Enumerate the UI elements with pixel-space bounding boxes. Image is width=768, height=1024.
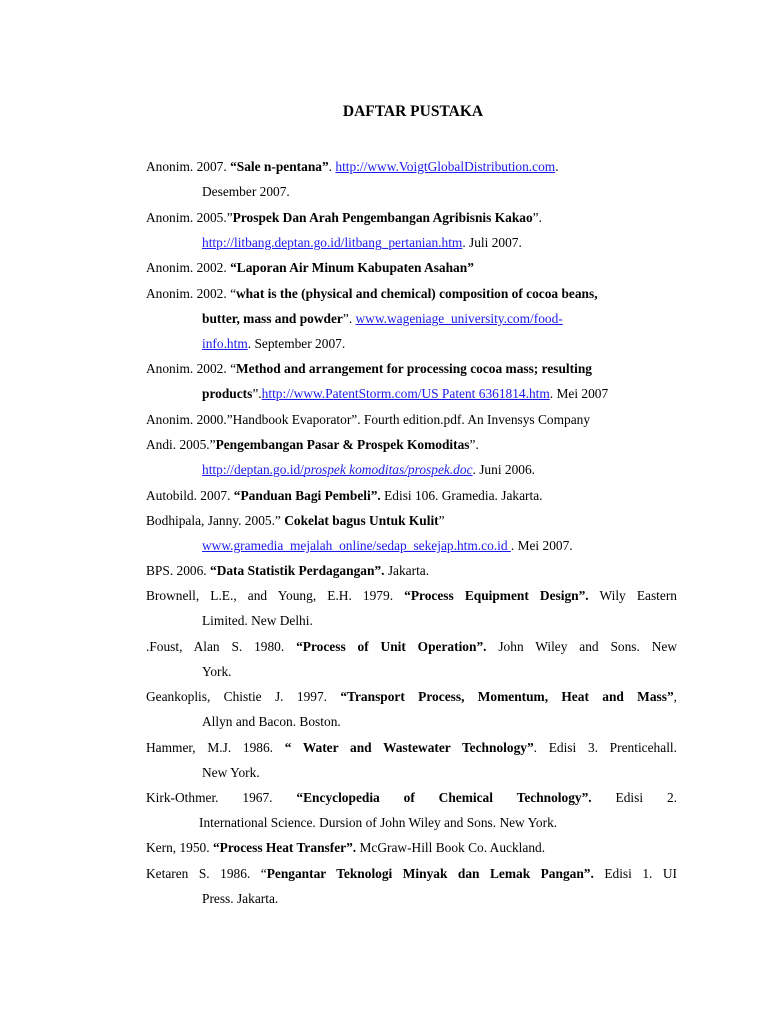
reference-title: “Encyclopedia of Chemical Technology”.	[296, 790, 592, 805]
reference-text: Anonim. 2000.”Handbook Evaporator”. Fourth edition.pdf. An Invensys Company	[146, 412, 591, 427]
reference-line	[146, 487, 543, 504]
reference-line	[146, 285, 598, 302]
page-title: DAFTAR PUSTAKA	[342, 103, 484, 120]
reference-title: Method and arrangement for processing cocoa mass; resulting	[236, 361, 592, 376]
reference-text: ”.	[342, 311, 356, 326]
reference-text: ”.	[252, 386, 262, 401]
reference-title: Pengembangan Pasar & Prospek Komoditas	[215, 437, 470, 452]
reference-link-part: http://deptan.go.id/	[202, 462, 304, 477]
reference-text: Anonim. 2002.	[146, 260, 231, 275]
reference-line	[202, 612, 313, 629]
reference-link[interactable]: www.wageniage_university.com/food-	[355, 311, 563, 326]
reference-line	[146, 411, 590, 428]
reference-text: Press. Jakarta.	[202, 891, 279, 906]
reference-text: Desember 2007.	[202, 184, 290, 199]
reference-title: “ Water and Wastewater Technology”	[284, 740, 534, 755]
reference-text: . Mei 2007	[549, 386, 609, 401]
reference-link[interactable]	[202, 462, 473, 477]
reference-text: Hammer, M.J. 1986.	[146, 740, 285, 755]
reference-title: butter, mass and powder	[202, 311, 343, 326]
reference-line	[202, 234, 522, 251]
reference-text: Autobild. 2007.	[146, 488, 234, 503]
reference-text: Anonim. 2002. “	[146, 361, 237, 376]
reference-line	[146, 158, 559, 175]
reference-line	[202, 890, 278, 907]
reference-line	[146, 865, 677, 882]
reference-text: Wily Eastern	[588, 588, 677, 603]
reference-line	[202, 335, 345, 352]
reference-text: ,	[673, 689, 677, 704]
reference-text: Edisi 106. Gramedia. Jakarta.	[380, 488, 543, 503]
reference-title: products	[202, 386, 253, 401]
reference-title: “Panduan Bagi Pembeli”.	[233, 488, 381, 503]
reference-text: Limited. New Delhi.	[202, 613, 313, 628]
reference-text: . September 2007.	[247, 336, 346, 351]
reference-text: ”.	[532, 210, 542, 225]
reference-text: McGraw-Hill Book Co. Auckland.	[356, 840, 546, 855]
reference-link-part: prospek komoditas/prospek.doc	[303, 462, 473, 477]
reference-title: “Transport Process, Momentum, Heat and Mass”	[340, 689, 674, 704]
reference-text: Andi. 2005.”	[146, 437, 216, 452]
reference-text: . Juli 2007.	[462, 235, 522, 250]
reference-text: New York.	[202, 765, 260, 780]
reference-line	[146, 259, 474, 276]
reference-text: .Foust, Alan S. 1980.	[146, 639, 297, 654]
reference-text: International Science. Dursion of John Wiley and Sons. New York.	[199, 815, 558, 830]
reference-title: “Process Equipment Design”.	[404, 588, 589, 603]
reference-text: . Mei 2007.	[510, 538, 573, 553]
reference-link[interactable]: http://www.VoigtGlobalDistribution.com	[335, 159, 556, 174]
reference-text: Anonim. 2007.	[146, 159, 231, 174]
reference-text: Allyn and Bacon. Boston.	[202, 714, 341, 729]
reference-line	[202, 385, 608, 402]
reference-title: “Process Heat Transfer”.	[212, 840, 357, 855]
reference-line	[202, 461, 535, 478]
reference-line	[146, 562, 429, 579]
reference-line	[146, 739, 677, 756]
reference-link[interactable]: www.gramedia_mejalah_online/sedap_sekejap.htm.co.id	[202, 538, 511, 553]
reference-line	[146, 688, 677, 705]
reference-line	[146, 587, 677, 604]
reference-title: Cokelat bagus Untuk Kulit	[284, 513, 439, 528]
reference-line	[202, 310, 563, 327]
reference-line	[146, 436, 479, 453]
reference-text: .	[555, 159, 559, 174]
reference-line	[202, 764, 260, 781]
reference-line	[146, 839, 545, 856]
reference-line	[202, 713, 341, 730]
reference-text: Kern, 1950.	[146, 840, 213, 855]
reference-text: . Juni 2006.	[472, 462, 536, 477]
reference-line	[146, 209, 542, 226]
reference-text: ”.	[469, 437, 479, 452]
reference-text: Anonim. 2005.”	[146, 210, 233, 225]
reference-text: Edisi 1. UI	[593, 866, 677, 881]
reference-text: Kirk-Othmer. 1967.	[146, 790, 297, 805]
reference-line	[199, 814, 557, 831]
reference-text: . Edisi 3. Prenticehall.	[533, 740, 677, 755]
reference-title: Pengantar Teknologi Minyak dan Lemak Pangan”.	[266, 866, 594, 881]
reference-text: Jakarta.	[384, 563, 430, 578]
reference-line	[202, 663, 232, 680]
reference-title: Prospek Dan Arah Pengembangan Agribisnis Kakao	[232, 210, 533, 225]
reference-line	[146, 360, 592, 377]
reference-line	[146, 512, 445, 529]
reference-link[interactable]: info.htm	[202, 336, 248, 351]
reference-text: .	[328, 159, 336, 174]
reference-text: Geankoplis, Chistie J. 1997.	[146, 689, 341, 704]
reference-title: “Sale n-pentana”	[230, 159, 329, 174]
reference-text: Ketaren S. 1986. “	[146, 866, 267, 881]
reference-line	[146, 789, 677, 806]
reference-text: BPS. 2006.	[146, 563, 210, 578]
reference-text: Anonim. 2002. “	[146, 286, 237, 301]
reference-link[interactable]: http://litbang.deptan.go.id/litbang_pertanian.htm	[202, 235, 463, 250]
reference-line	[202, 537, 573, 554]
reference-title: “Process of Unit Operation”.	[296, 639, 487, 654]
reference-text: ”	[438, 513, 445, 528]
reference-line	[202, 183, 290, 200]
reference-link[interactable]: http://www.PatentStorm.com/US Patent 6361814.htm	[261, 386, 550, 401]
reference-text: John Wiley and Sons. New	[486, 639, 678, 654]
reference-title: “Laporan Air Minum Kabupaten Asahan”	[230, 260, 474, 275]
reference-text: Bodhipala, Janny. 2005.”	[146, 513, 285, 528]
reference-text: York.	[202, 664, 232, 679]
reference-line	[146, 638, 677, 655]
reference-title: what is the (physical and chemical) composition of cocoa beans,	[236, 286, 598, 301]
reference-text: Brownell, L.E., and Young, E.H. 1979.	[146, 588, 405, 603]
reference-text: Edisi 2.	[591, 790, 678, 805]
reference-title: “Data Statistik Perdagangan”.	[210, 563, 385, 578]
